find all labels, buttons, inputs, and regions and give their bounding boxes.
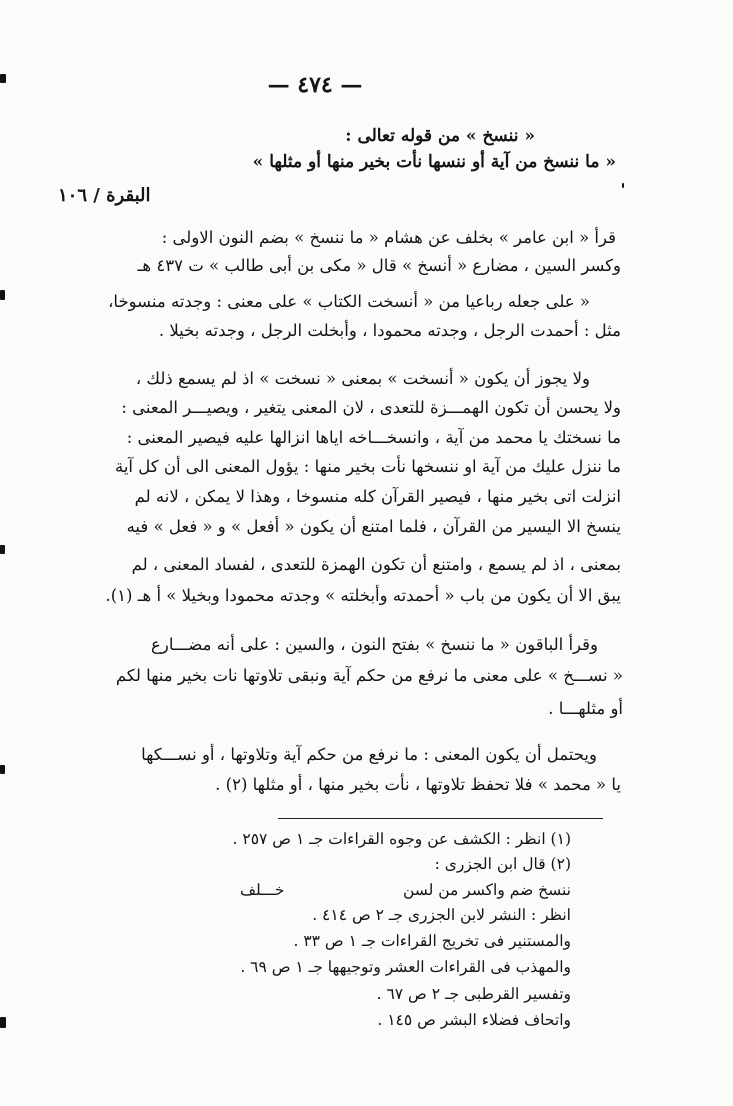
- reference-line: والمهذب فى القراءات العشر وتوجيهها جـ ١ ص ٦٩ .: [240, 958, 571, 976]
- reference-line: وتفسير القرطبى جـ ٢ ص ٦٧ .: [376, 985, 571, 1003]
- surah-reference: البقرة / ١٠٦: [58, 185, 151, 206]
- text-line: ولا يحسن أن تكون الهمـــزة للتعدى ، لان المعنى يتغير ، ويصيـــر المعنى :: [121, 398, 621, 417]
- scan-mark: [0, 1017, 6, 1028]
- text-line: « على جعله رباعيا من « أنسخت الكتاب » على معنى : وجدته منسوخا،: [108, 292, 590, 311]
- scan-mark: [0, 545, 5, 554]
- text-line: انزلت اتى بخير منها ، فيصير القرآن كله منسوخا ، وهذا لا يمكن ، لانه لم: [134, 487, 621, 506]
- text-line: أو مثلهـــا .: [548, 699, 623, 718]
- footnote-divider: [278, 818, 603, 819]
- text-line: ويحتمل أن يكون المعنى : ما نرفع من حكم آية وتلاوتها ، أو نســـكها: [141, 745, 597, 764]
- text-line: ما ننزل عليك من آية او ننسخها نأت بخير منها : يؤول المعنى الى أن كل آية: [114, 457, 621, 476]
- verse-hemistich: ننسخ ضم واكسر من لسن: [402, 881, 571, 899]
- scan-mark: [0, 765, 5, 774]
- heading-line: « ننسخ » من قوله تعالى :: [345, 126, 535, 146]
- text-line: قرأ « ابن عامر » بخلف عن هشام « ما ننسخ » بضم النون الاولى :: [161, 228, 616, 247]
- text-line: وقرأ الباقون « ما ننسخ » بفتح النون ، والسين : على أنه مضـــارع: [151, 635, 598, 654]
- text-line: ينسخ الا اليسير من القرآن ، فلما امتنع أن يكون « أفعل » و « فعل » فيه: [126, 517, 621, 536]
- heading-quote: « ما ننسخ من آية أو ننسها نأت بخير منها أو مثلها »: [252, 152, 616, 172]
- scan-mark: [622, 183, 624, 188]
- reference-line: انظر : النشر لابن الجزرى جـ ٢ ص ٤١٤ .: [312, 906, 571, 924]
- page-number: — ٤٧٤ —: [267, 72, 363, 98]
- text-line: ولا يجوز أن يكون « أنسخت » بمعنى « نسخت » اذ لم يسمع ذلك ،: [135, 369, 590, 388]
- scan-mark: [0, 290, 5, 300]
- reference-line: والمستنير فى تخريج القراءات جـ ١ ص ٣٣ .: [293, 932, 571, 950]
- footnote: (١) انظر : الكشف عن وجوه القراءات جـ ١ ص ٢٥٧ .: [232, 830, 571, 848]
- text-line: يا « محمد » فلا تحفظ تلاوتها ، نأت بخير منها ، أو مثلها (٢) .: [215, 775, 621, 794]
- text-line: يبق الا أن يكون من باب « أحمدته وأبخلته » وجدته محمودا وبخيلا » أ هـ (١).: [105, 586, 621, 605]
- footnote: (٢) قال ابن الجزرى :: [434, 855, 571, 873]
- scan-mark: [0, 74, 6, 83]
- text-line: وكسر السين ، مضارع « أنسخ » قال « مكى بن أبى طالب » ت ٤٣٧ هـ: [137, 256, 621, 275]
- text-line: بمعنى ، اذ لم يسمع ، وامتنع أن تكون الهمزة للتعدى ، لفساد المعنى ، لم: [131, 555, 621, 574]
- verse-hemistich: خـــلف: [240, 881, 285, 899]
- text-line: مثل : أحمدت الرجل ، وجدته محمودا ، وأبخلت الرجل ، وجدته بخيلا .: [158, 321, 621, 340]
- reference-line: واتحاف فضلاء البشر ص ١٤٥ .: [377, 1011, 571, 1029]
- text-line: ما نسختك يا محمد من آية ، وانسخـــاخه اياها انزالها عليه فيصير المعنى :: [126, 428, 621, 447]
- text-line: « نســـخ » على معنى ما نرفع من حكم آية ونبقى تلاوتها نات بخير منها لكم: [115, 666, 623, 685]
